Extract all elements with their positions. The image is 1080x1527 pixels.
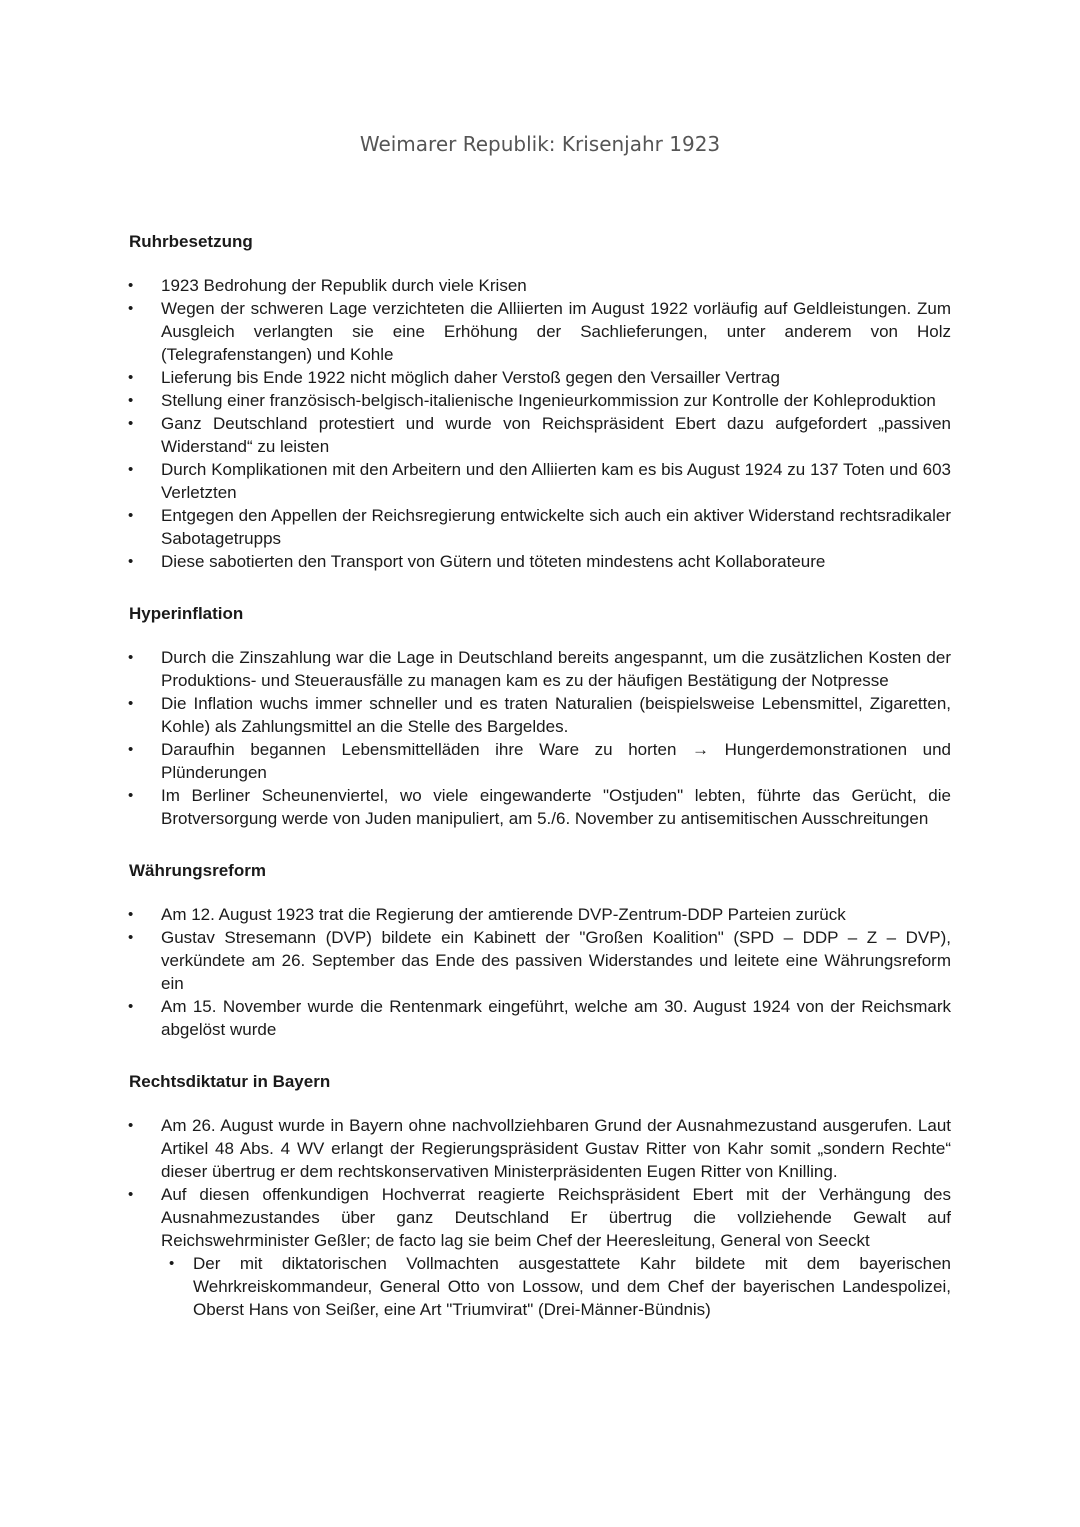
- list-item: [129, 995, 951, 1041]
- list-item: [129, 366, 951, 389]
- list-item: [129, 692, 951, 738]
- list-item-text: Auf diesen offenkundigen Hochverrat reagierte Reichspräsident Ebert mit der Verhängung des Ausnahmezustandes über ganz Deutschland Er übertrug die vollziehende Gewalt auf Reichswehrminister Geßler; de facto lag sie beim Chef der Heeresleitung, General von Seeckt: [161, 1185, 951, 1250]
- list-item-text: Ganz Deutschland protestiert und wurde von Reichspräsident Ebert dazu aufgefordert „passiven Widerstand“ zu leisten: [161, 414, 951, 456]
- bullet-icon: •: [128, 649, 134, 666]
- section-heading: Hyperinflation: [129, 604, 244, 623]
- bullet-list: [129, 903, 951, 1041]
- list-item-text: 1923 Bedrohung der Republik durch viele Krisen: [161, 276, 527, 295]
- bullet-icon: •: [128, 741, 134, 758]
- list-item-text: Am 15. November wurde die Rentenmark eingeführt, welche am 30. August 1924 von der Reichsmark abgelöst wurde: [161, 997, 951, 1039]
- list-item: [129, 784, 951, 830]
- bullet-list: [129, 274, 951, 573]
- list-item: [129, 297, 951, 366]
- sub-bullet-list: [161, 1252, 951, 1321]
- sub-list-item: [161, 1252, 951, 1321]
- bullet-icon: •: [128, 415, 134, 432]
- section-hyperinflation: [129, 600, 951, 830]
- list-item-text: Daraufhin begannen Lebensmittelläden ihre Ware zu horten → Hungerdemonstrationen und Plünderungen: [161, 740, 951, 782]
- document-body: [129, 228, 951, 1348]
- list-item: [129, 274, 951, 297]
- list-item-text: Lieferung bis Ende 1922 nicht möglich daher Verstoß gegen den Versailler Vertrag: [161, 368, 781, 387]
- list-item-text: Am 26. August wurde in Bayern ohne nachvollziehbaren Grund der Ausnahmezustand ausgerufen. Laut Artikel 48 Abs. 4 WV erlangt der Regierungspräsident Gustav Ritter von Kahr somit „sondern Rechte“ dieser übertrug er dem rechtskonservativen Ministerpräsidenten Eugen Ritter von Knilling.: [161, 1116, 951, 1181]
- sub-bullet-icon: •: [169, 1255, 175, 1272]
- list-item: [129, 504, 951, 550]
- list-item: [129, 646, 951, 692]
- bullet-icon: •: [128, 392, 134, 409]
- bullet-icon: •: [128, 369, 134, 386]
- list-item: [129, 458, 951, 504]
- bullet-icon: •: [128, 929, 134, 946]
- list-item-text: Gustav Stresemann (DVP) bildete ein Kabinett der "Großen Koalition" (SPD – DDP – Z – DVP), verkündete am 26. September das Ende des passiven Widerstandes und leitete eine Währungsreform ein: [161, 928, 951, 993]
- list-item: [129, 389, 951, 412]
- list-item-text: Die Inflation wuchs immer schneller und es traten Naturalien (beispielsweise Lebensmittel, Zigaretten, Kohle) als Zahlungsmittel an die Stelle des Bargeldes.: [161, 694, 951, 736]
- section-heading: Währungsreform: [129, 861, 266, 880]
- bullet-icon: •: [128, 1117, 134, 1134]
- section-waehrungsreform: [129, 857, 951, 1041]
- bullet-icon: •: [128, 461, 134, 478]
- bullet-icon: •: [128, 787, 134, 804]
- bullet-icon: •: [128, 998, 134, 1015]
- list-item: [129, 1183, 951, 1321]
- list-item-text: Durch Komplikationen mit den Arbeitern und den Alliierten kam es bis August 1924 zu 137 Toten und 603 Verletzten: [161, 460, 951, 502]
- list-item-text: Am 12. August 1923 trat die Regierung der amtierende DVP-Zentrum-DDP Parteien zurück: [161, 905, 846, 924]
- bullet-list: [129, 646, 951, 830]
- list-item: [129, 412, 951, 458]
- list-item-text: Wegen der schweren Lage verzichteten die Alliierten im August 1922 vorläufig auf Geldleistungen. Zum Ausgleich verlangten sie eine Erhöhung der Sachlieferungen, unter anderem von Holz (Telegrafenstangen) und Kohle: [161, 299, 951, 364]
- bullet-icon: •: [128, 553, 134, 570]
- list-item: [129, 926, 951, 995]
- list-item-text: Stellung einer französisch-belgisch-italienische Ingenieurkommission zur Kontrolle der Kohleproduktion: [161, 391, 936, 410]
- document-title: Weimarer Republik: Krisenjahr 1923: [359, 132, 721, 156]
- bullet-list: [129, 1114, 951, 1321]
- list-item-text: Entgegen den Appellen der Reichsregierung entwickelte sich auch ein aktiver Widerstand rechtsradikaler Sabotagetrupps: [161, 506, 951, 548]
- bullet-icon: •: [128, 1186, 134, 1203]
- section-heading: Ruhrbesetzung: [129, 232, 253, 251]
- list-item-text: Diese sabotierten den Transport von Gütern und töteten mindestens acht Kollaborateure: [161, 552, 826, 571]
- section-heading: Rechtsdiktatur in Bayern: [129, 1072, 331, 1091]
- list-item: [129, 903, 951, 926]
- list-item: [129, 738, 951, 784]
- bullet-icon: •: [128, 695, 134, 712]
- bullet-icon: •: [128, 300, 134, 317]
- list-item: [129, 550, 951, 573]
- bullet-icon: •: [128, 507, 134, 524]
- bullet-icon: •: [128, 906, 134, 923]
- list-item-text: Im Berliner Scheunenviertel, wo viele eingewanderte "Ostjuden" lebten, führte das Gerücht, die Brotversorgung werde von Juden manipuliert, am 5./6. November zu antisemitischen Ausschreitungen: [161, 786, 951, 828]
- section-ruhrbesetzung: [129, 228, 951, 573]
- section-rechtsdiktatur-bayern: [129, 1068, 951, 1321]
- sub-list-item-text: Der mit diktatorischen Vollmachten ausgestattete Kahr bildete mit dem bayerischen Wehrkreiskommandeur, General Otto von Lossow, und dem Chef der bayerischen Landespolizei, Oberst Hans von Seißer, eine Art "Triumvirat" (Drei-Männer-Bündnis): [193, 1254, 951, 1319]
- list-item: [129, 1114, 951, 1183]
- bullet-icon: •: [128, 277, 134, 294]
- list-item-text: Durch die Zinszahlung war die Lage in Deutschland bereits angespannt, um die zusätzlichen Kosten der Produktions- und Steuerausfälle zu managen kam es zu der häufigen Bestätigung der Notpresse: [161, 648, 951, 690]
